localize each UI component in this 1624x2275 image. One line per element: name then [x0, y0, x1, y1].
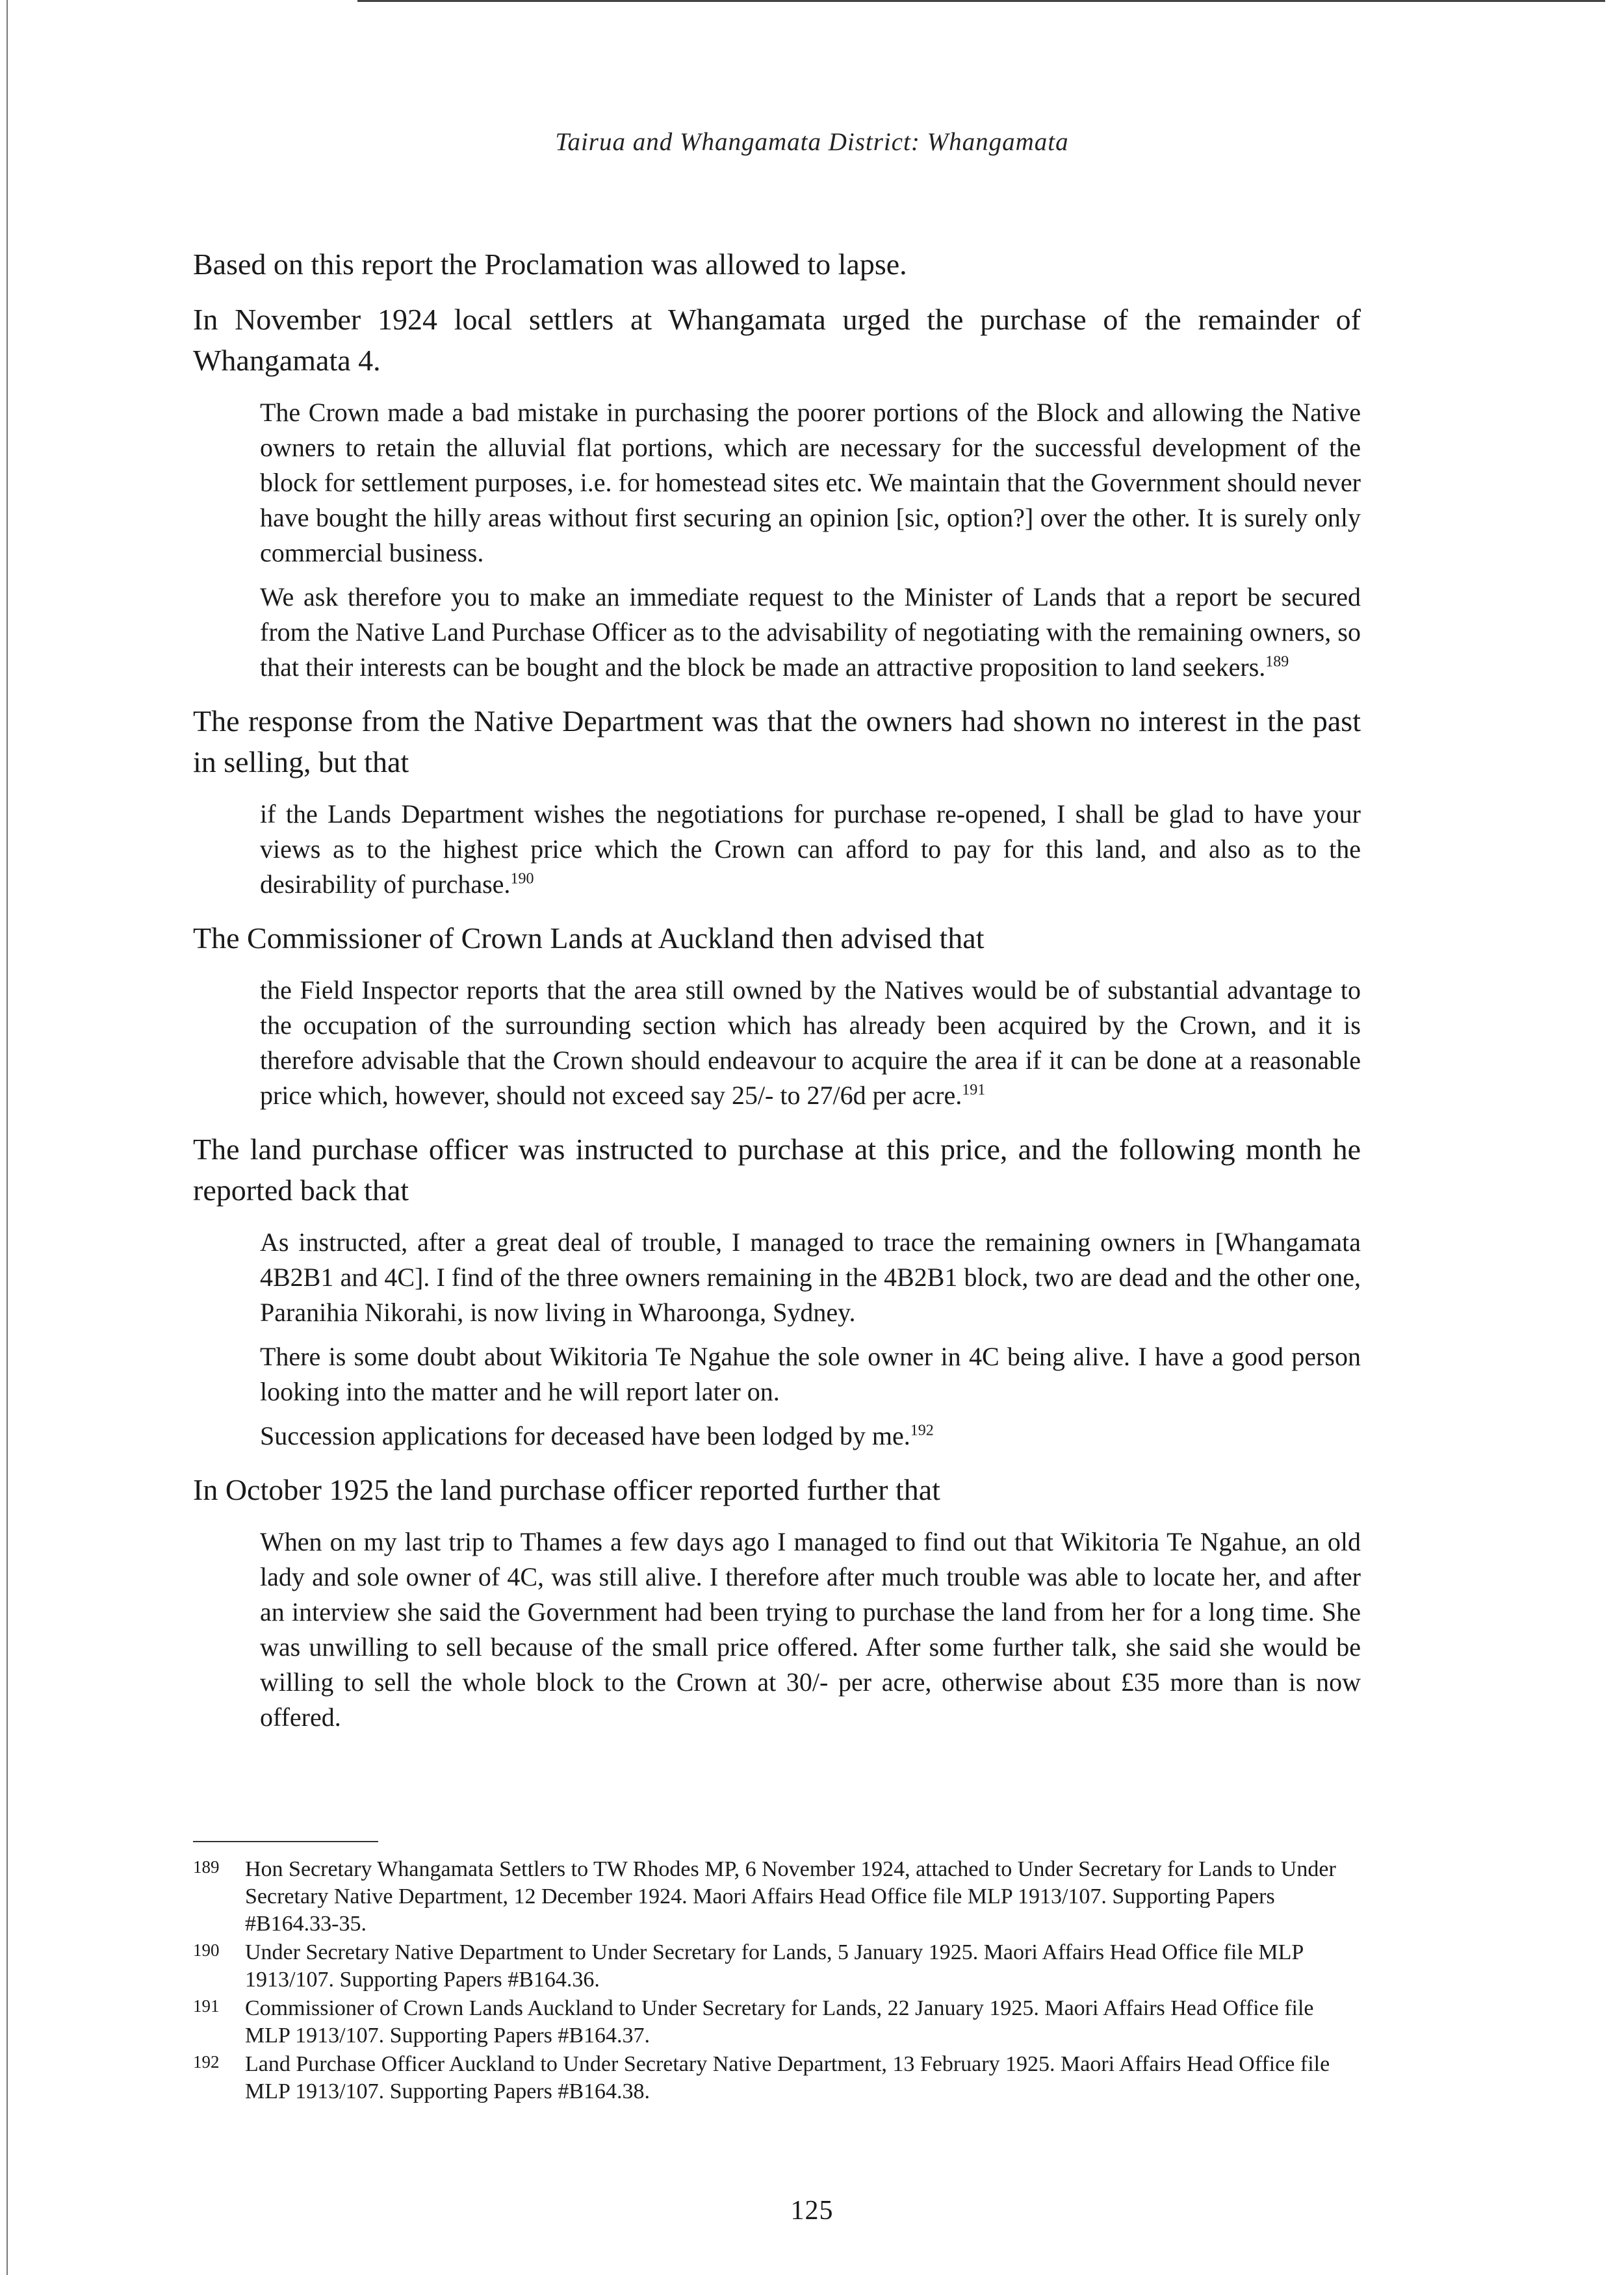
footnote-ref-189: 189: [1265, 653, 1289, 671]
left-page-edge: [6, 0, 8, 2275]
block-quote-4: [260, 1225, 1361, 1454]
paragraph-3: The response from the Native Department was that the owners had shown no interest in the past in selling, but that: [193, 704, 1361, 778]
paragraph-5: The land purchase officer was instructed to purchase at this price, and the following month he reported back that: [193, 1133, 1361, 1207]
page-number: 125: [790, 2196, 834, 2226]
footnote-text: Under Secretary Native Department to Under Secretary for Lands, 5 January 1925. Maori Affairs Head Office file MLP 1913/107. Supporting Papers #B164.36.: [245, 1940, 1303, 1992]
footnote-192: [193, 2051, 1361, 2105]
block-quote-2: [260, 797, 1361, 902]
footnote-text: Hon Secretary Whangamata Settlers to TW Rhodes MP, 6 November 1924, attached to Under Secretary for Lands to Under Secretary Native Department, 12 December 1924. Maori Affairs Head Office file MLP 1913/107. Supporting Papers #B164.33-35.: [245, 1857, 1336, 1936]
block-quote-5: [260, 1524, 1361, 1735]
quote-1b-text: We ask therefore you to make an immediate request to the Minister of Lands that a report be secured from the Native Land Purchase Officer as to the advisability of negotiating with the remaining owners, so that their interests can be bought and the block be made an attractive proposition to land seekers.: [260, 582, 1361, 682]
footnote-189: [193, 1856, 1361, 1938]
paragraph-4: The Commissioner of Crown Lands at Auckland then advised that: [193, 921, 985, 955]
footnote-ref-192: 192: [910, 1422, 934, 1439]
top-rule: [357, 0, 1605, 2]
footnote-number: 190: [193, 1940, 220, 1960]
footnote-191: [193, 1995, 1361, 2050]
quote-4c: [260, 1419, 1361, 1454]
footnotes: [193, 1856, 1361, 2107]
footnote-rule: [193, 1841, 378, 1842]
quote-3: [260, 973, 1361, 1113]
footnote-number: 192: [193, 2052, 220, 2072]
quote-4c-text: Succession applications for deceased have been lodged by me.: [260, 1421, 910, 1450]
quote-4b: There is some doubt about Wikitoria Te Ngahue the sole owner in 4C being alive. I have a good person looking into the matter and he will report later on.: [260, 1342, 1361, 1406]
quote-5: When on my last trip to Thames a few days ago I managed to find out that Wikitoria Te Ngahue, an old lady and sole owner of 4C, was still alive. I therefore after much trouble was able to locate her, and after an interview she said the Government had been trying to purchase the land from her for a long time. She was unwilling to sell because of the small price offered. After some further talk, she said she would be willing to sell the whole block to the Crown at 30/- per acre, otherwise about £35 more than is now offered.: [260, 1527, 1361, 1732]
paragraph-2: In November 1924 local settlers at Whangamata urged the purchase of the remainder of Whangamata 4.: [193, 303, 1361, 377]
paragraph-6: In October 1925 the land purchase officer reported further that: [193, 1473, 940, 1506]
quote-1b: [260, 580, 1361, 685]
quote-4a: As instructed, after a great deal of trouble, I managed to trace the remaining owners in [Whangamata 4B2B1 and 4C]. I find of the three owners remaining in the 4B2B1 block, two are dead and the other one, Paranihia Nikorahi, is now living in Wharoonga, Sydney.: [260, 1227, 1361, 1327]
body-text: [193, 244, 1361, 1751]
quote-3-text: the Field Inspector reports that the area still owned by the Natives would be of substantial advantage to the occupation of the surrounding section which has already been acquired by the Crown, and it is therefore advisable that the Crown should endeavour to acquire the area if it can be done at a reasonable price which, however, should not exceed say 25/- to 27/6d per acre.: [260, 975, 1361, 1110]
quote-1a: The Crown made a bad mistake in purchasing the poorer portions of the Block and allowing the Native owners to retain the alluvial flat portions, which are necessary for the successful development of the block for settlement purposes, i.e. for homestead sites etc. We maintain that the Government should never have bought the hilly areas without first securing an opinion [sic, option?] over the other. It is surely only commercial business.: [260, 398, 1361, 567]
footnote-190: [193, 1939, 1361, 1994]
footnote-number: 191: [193, 1996, 220, 2016]
paragraph-1: Based on this report the Proclamation was allowed to lapse.: [193, 248, 907, 281]
block-quote-3: [260, 973, 1361, 1113]
block-quote-1: [260, 395, 1361, 685]
footnote-ref-190: 190: [510, 870, 534, 888]
quote-2: [260, 797, 1361, 902]
footnote-text: Land Purchase Officer Auckland to Under Secretary Native Department, 13 February 1925. Maori Affairs Head Office file MLP 1913/107. Supporting Papers #B164.38.: [245, 2052, 1330, 2103]
footnote-number: 189: [193, 1857, 220, 1877]
footnote-text: Commissioner of Crown Lands Auckland to Under Secretary for Lands, 22 January 1925. Maori Affairs Head Office file MLP 1913/107. Supporting Papers #B164.37.: [245, 1996, 1314, 2048]
footnote-ref-191: 191: [962, 1081, 986, 1099]
running-head: Tairua and Whangamata District: Whangamata: [555, 128, 1069, 156]
quote-2-text: if the Lands Department wishes the negotiations for purchase re-opened, I shall be glad to have your views as to the highest price which the Crown can afford to pay for this land, and also as to the desirability of purchase.: [260, 799, 1361, 899]
